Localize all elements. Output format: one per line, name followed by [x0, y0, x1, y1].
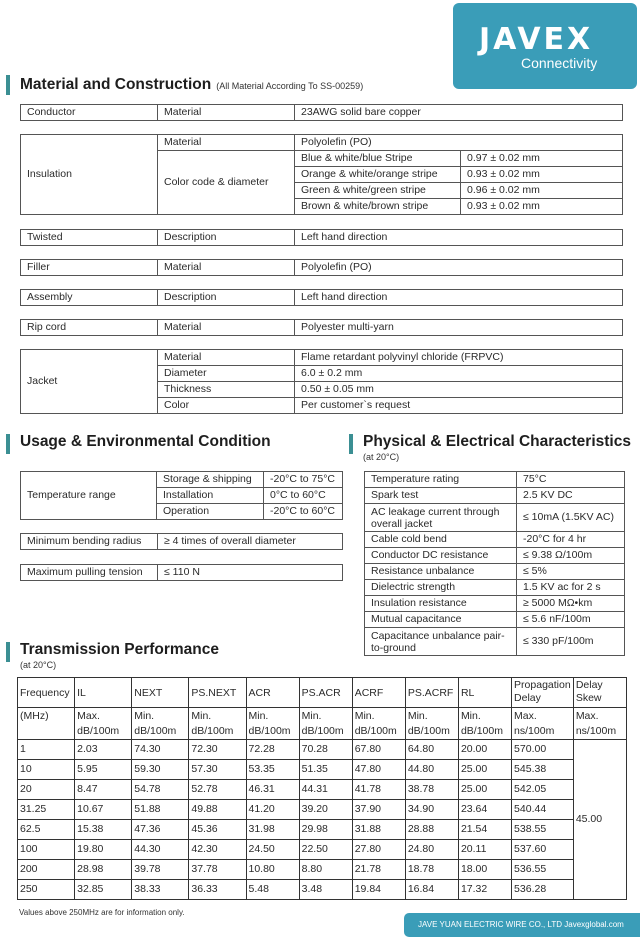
frequency-cell: 31.25 [18, 800, 75, 820]
value-cell: 49.88 [189, 800, 246, 820]
value-cell: 47.80 [352, 760, 405, 780]
conductor-table [20, 104, 623, 121]
header-row [18, 678, 627, 708]
value-cell: 72.30 [189, 740, 246, 760]
row-value: ≤ 10mA (1.5KV AC) [517, 504, 625, 532]
value-cell: 5.48 [246, 880, 299, 900]
frequency-cell: 62.5 [18, 820, 75, 840]
table-row [21, 350, 623, 366]
value-cell: 74.30 [132, 740, 189, 760]
row-key: Mutual capacitance [365, 612, 517, 628]
row-value: Polyolefin (PO) [295, 260, 623, 276]
value-cell: 36.33 [189, 880, 246, 900]
row-key: Material [158, 320, 295, 336]
value-cell: 38.33 [132, 880, 189, 900]
value-cell: 39.78 [132, 860, 189, 880]
value-cell: 44.30 [132, 840, 189, 860]
row-label: Rip cord [21, 320, 158, 336]
row-key: Material [158, 350, 295, 366]
section-heading: Transmission Performance [20, 641, 219, 658]
value-cell: 16.84 [405, 880, 458, 900]
table-row [18, 880, 627, 900]
section-accent-bar [6, 642, 10, 662]
brand-logo [453, 3, 637, 89]
unit-limit: (MHz) [20, 710, 49, 722]
physical-table [364, 471, 625, 656]
filler-table [20, 259, 623, 276]
column-unit [18, 708, 75, 740]
row-key: Resistance unbalance [365, 564, 517, 580]
value-cell: 20.11 [458, 840, 511, 860]
value-cell: 31.88 [352, 820, 405, 840]
value-cell: 25.00 [458, 780, 511, 800]
row-key: Insulation resistance [365, 596, 517, 612]
row-label: Filler [21, 260, 158, 276]
value-cell: 47.36 [132, 820, 189, 840]
row-value: 0.50 ± 0.05 mm [295, 382, 623, 398]
frequency-cell: 100 [18, 840, 75, 860]
unit-limit: Min. [191, 710, 212, 722]
section-accent-bar [6, 75, 10, 95]
table-row [365, 628, 625, 656]
row-value: ≤ 9.38 Ω/100m [517, 548, 625, 564]
value-cell: 41.78 [352, 780, 405, 800]
column-header: IL [75, 678, 132, 708]
row-value: 1.5 KV ac for 2 s [517, 580, 625, 596]
frequency-cell: 250 [18, 880, 75, 900]
section-material-title [6, 74, 363, 95]
column-header: ACR [246, 678, 299, 708]
unit-limit: Min. [407, 710, 428, 722]
unit-limit: Min. [301, 710, 322, 722]
table-row [365, 472, 625, 488]
table-row [365, 548, 625, 564]
unit-measure: ns/100m [514, 725, 555, 737]
row-label: Minimum bending radius [21, 534, 158, 550]
value-cell: 44.80 [405, 760, 458, 780]
row-value: ≥ 5000 MΩ•km [517, 596, 625, 612]
unit-limit: Min. [248, 710, 269, 722]
value-cell: 19.80 [75, 840, 132, 860]
table-row [365, 504, 625, 532]
value-cell: 10.80 [246, 860, 299, 880]
row-key: Operation [157, 504, 264, 520]
section-heading: Usage & Environmental Condition [20, 433, 271, 450]
section-note: (at 20°C) [20, 660, 57, 670]
column-unit [352, 708, 405, 740]
table-row [18, 740, 627, 760]
footer-banner: JAVE YUAN ELECTRIC WIRE CO., LTD Javexglobal.com [404, 913, 640, 937]
row-value: 6.0 ± 0.2 mm [295, 366, 623, 382]
value-cell: 20.00 [458, 740, 511, 760]
value-cell: 22.50 [299, 840, 352, 860]
delay-skew-cell: 45.00 [573, 740, 626, 900]
row-value: ≥ 4 times of overall diameter [158, 534, 343, 550]
value-cell: 10.67 [75, 800, 132, 820]
value-cell: 8.47 [75, 780, 132, 800]
row-value: Left hand direction [295, 290, 623, 306]
table-row [21, 135, 623, 151]
value-cell: 23.64 [458, 800, 511, 820]
unit-measure: dB/100m [134, 725, 177, 737]
table-row [365, 532, 625, 548]
column-unit [458, 708, 511, 740]
column-header: RL [458, 678, 511, 708]
row-key: Dielectric strength [365, 580, 517, 596]
row-value: 0°C to 60°C [264, 488, 343, 504]
table-row [21, 260, 623, 276]
value-cell: 38.78 [405, 780, 458, 800]
value-cell: 70.28 [299, 740, 352, 760]
column-unit [512, 708, 574, 740]
table-row [18, 760, 627, 780]
row-value: 75°C [517, 472, 625, 488]
value-cell: 51.35 [299, 760, 352, 780]
value-cell: 28.88 [405, 820, 458, 840]
row-key: Material [158, 260, 295, 276]
value-cell: 44.31 [299, 780, 352, 800]
table-row [21, 290, 623, 306]
table-row [21, 534, 343, 550]
table-row [21, 105, 623, 121]
value-cell: 29.98 [299, 820, 352, 840]
row-key: Temperature rating [365, 472, 517, 488]
value-cell: 17.32 [458, 880, 511, 900]
color-name: Brown & white/brown stripe [295, 199, 461, 215]
row-value: -20°C for 4 hr [517, 532, 625, 548]
row-value: 2.5 KV DC [517, 488, 625, 504]
row-key: Material [158, 135, 295, 151]
unit-measure: dB/100m [354, 725, 397, 737]
value-cell: 39.20 [299, 800, 352, 820]
row-value: ≤ 110 N [158, 565, 343, 581]
row-key: Capacitance unbalance pair-to-ground [365, 628, 517, 656]
row-value: -20°C to 60°C [264, 504, 343, 520]
column-header: PS.ACR [299, 678, 352, 708]
color-name: Green & white/green stripe [295, 183, 461, 199]
value-cell: 32.85 [75, 880, 132, 900]
row-key: Spark test [365, 488, 517, 504]
table-row [21, 320, 623, 336]
column-unit [246, 708, 299, 740]
twisted-table [20, 229, 623, 246]
value-cell: 41.20 [246, 800, 299, 820]
unit-measure: dB/100m [191, 725, 234, 737]
column-unit [405, 708, 458, 740]
value-cell: 59.30 [132, 760, 189, 780]
table-row [18, 780, 627, 800]
value-cell: 42.30 [189, 840, 246, 860]
unit-measure: dB/100m [460, 725, 503, 737]
value-cell: 25.00 [458, 760, 511, 780]
row-value: ≤ 5% [517, 564, 625, 580]
row-key: Thickness [158, 382, 295, 398]
value-cell: 64.80 [405, 740, 458, 760]
value-cell: 18.78 [405, 860, 458, 880]
value-cell: 45.36 [189, 820, 246, 840]
row-key: AC leakage current through overall jacket [365, 504, 517, 532]
value-cell: 545.38 [512, 760, 574, 780]
table-row [18, 860, 627, 880]
value-cell: 536.55 [512, 860, 574, 880]
row-label: Temperature range [21, 472, 157, 520]
column-header: NEXT [132, 678, 189, 708]
unit-limit: Min. [460, 710, 481, 722]
column-unit [132, 708, 189, 740]
section-transmission-title [6, 641, 219, 670]
value-cell: 46.31 [246, 780, 299, 800]
value-cell: 27.80 [352, 840, 405, 860]
value-cell: 18.00 [458, 860, 511, 880]
row-key: Diameter [158, 366, 295, 382]
unit-limit: Max. [514, 710, 537, 722]
unit-limit: Max. [77, 710, 100, 722]
section-physical-title [349, 433, 631, 462]
unit-measure: dB/100m [248, 725, 291, 737]
column-header: ACRF [352, 678, 405, 708]
row-key: Color code & diameter [158, 151, 295, 215]
column-header: Propagation Delay [512, 678, 574, 708]
row-label: Insulation [21, 135, 158, 215]
frequency-cell: 10 [18, 760, 75, 780]
value-cell: 15.38 [75, 820, 132, 840]
section-usage-title [6, 433, 271, 454]
column-header: PS.NEXT [189, 678, 246, 708]
row-label: Conductor [21, 105, 158, 121]
row-value: Polyester multi-yarn [295, 320, 623, 336]
column-unit [299, 708, 352, 740]
value-cell: 536.28 [512, 880, 574, 900]
row-label: Twisted [21, 230, 158, 246]
section-note: (All Material According To SS-00259) [216, 81, 364, 91]
table-row [18, 800, 627, 820]
row-key: Storage & shipping [157, 472, 264, 488]
color-diameter: 0.96 ± 0.02 mm [461, 183, 623, 199]
column-unit [189, 708, 246, 740]
color-name: Orange & white/orange stripe [295, 167, 461, 183]
column-header: Frequency [18, 678, 75, 708]
section-heading: Physical & Electrical Characteristics [363, 433, 631, 450]
row-key: Description [158, 290, 295, 306]
row-key: Cable cold bend [365, 532, 517, 548]
color-diameter: 0.93 ± 0.02 mm [461, 199, 623, 215]
value-cell: 54.78 [132, 780, 189, 800]
row-value: Polyolefin (PO) [295, 135, 623, 151]
value-cell: 542.05 [512, 780, 574, 800]
row-key: Color [158, 398, 295, 414]
brand-name: JAVEX [479, 22, 594, 57]
row-value: Flame retardant polyvinyl chloride (FRPVC) [295, 350, 623, 366]
row-value: Left hand direction [295, 230, 623, 246]
value-cell: 57.30 [189, 760, 246, 780]
ripcord-table [20, 319, 623, 336]
value-cell: 570.00 [512, 740, 574, 760]
row-key: Description [158, 230, 295, 246]
value-cell: 24.50 [246, 840, 299, 860]
value-cell: 53.35 [246, 760, 299, 780]
table-row [18, 820, 627, 840]
color-name: Blue & white/blue Stripe [295, 151, 461, 167]
row-value: -20°C to 75°C [264, 472, 343, 488]
value-cell: 21.54 [458, 820, 511, 840]
row-value: Per customer`s request [295, 398, 623, 414]
frequency-cell: 200 [18, 860, 75, 880]
value-cell: 2.03 [75, 740, 132, 760]
table-row [365, 596, 625, 612]
value-cell: 537.60 [512, 840, 574, 860]
value-cell: 5.95 [75, 760, 132, 780]
value-cell: 21.78 [352, 860, 405, 880]
row-key: Conductor DC resistance [365, 548, 517, 564]
row-label: Maximum pulling tension [21, 565, 158, 581]
row-value: ≤ 5.6 nF/100m [517, 612, 625, 628]
table-row [365, 488, 625, 504]
row-key: Material [158, 105, 295, 121]
row-label: Assembly [21, 290, 158, 306]
bending-table [20, 533, 343, 550]
unit-limit: Min. [354, 710, 375, 722]
value-cell: 8.80 [299, 860, 352, 880]
unit-measure: dB/100m [407, 725, 450, 737]
value-cell: 540.44 [512, 800, 574, 820]
section-heading: Material and Construction [20, 76, 212, 93]
brand-tagline: Connectivity [521, 55, 598, 71]
transmission-table [17, 677, 627, 900]
column-unit [573, 708, 626, 740]
row-label: Jacket [21, 350, 158, 414]
frequency-cell: 1 [18, 740, 75, 760]
table-row [18, 840, 627, 860]
value-cell: 67.80 [352, 740, 405, 760]
value-cell: 24.80 [405, 840, 458, 860]
table-row [21, 565, 343, 581]
table-row [21, 230, 623, 246]
color-diameter: 0.97 ± 0.02 mm [461, 151, 623, 167]
unit-measure: dB/100m [301, 725, 344, 737]
unit-measure: dB/100m [77, 725, 120, 737]
value-cell: 37.78 [189, 860, 246, 880]
table-row [21, 472, 343, 488]
value-cell: 72.28 [246, 740, 299, 760]
table-row [365, 564, 625, 580]
jacket-table [20, 349, 623, 414]
value-cell: 52.78 [189, 780, 246, 800]
value-cell: 538.55 [512, 820, 574, 840]
assembly-table [20, 289, 623, 306]
column-unit [75, 708, 132, 740]
value-cell: 31.98 [246, 820, 299, 840]
value-cell: 51.88 [132, 800, 189, 820]
temperature-table [20, 471, 343, 520]
value-cell: 28.98 [75, 860, 132, 880]
section-note: (at 20°C) [363, 452, 400, 462]
value-cell: 19.84 [352, 880, 405, 900]
unit-measure: ns/100m [575, 725, 617, 737]
unit-limit: Min. [134, 710, 155, 722]
insulation-table [20, 134, 623, 215]
value-cell: 37.90 [352, 800, 405, 820]
value-cell: 34.90 [405, 800, 458, 820]
section-accent-bar [6, 434, 10, 454]
row-value: ≤ 330 pF/100m [517, 628, 625, 656]
units-row [18, 708, 627, 740]
section-accent-bar [349, 434, 353, 454]
row-key: Installation [157, 488, 264, 504]
table-row [365, 580, 625, 596]
footnote: Values above 250MHz are for information only. [19, 908, 185, 917]
color-diameter: 0.93 ± 0.02 mm [461, 167, 623, 183]
value-cell: 3.48 [299, 880, 352, 900]
table-row [365, 612, 625, 628]
column-header: PS.ACRF [405, 678, 458, 708]
frequency-cell: 20 [18, 780, 75, 800]
column-header: Delay Skew [573, 678, 626, 708]
unit-limit: Max. [575, 710, 599, 722]
row-value: 23AWG solid bare copper [295, 105, 623, 121]
tension-table [20, 564, 343, 581]
